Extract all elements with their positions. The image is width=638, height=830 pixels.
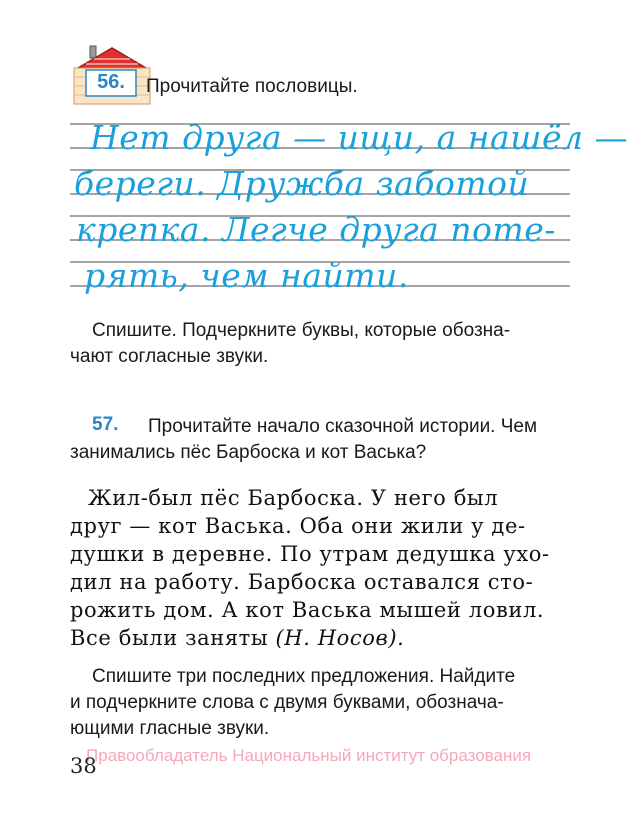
handwriting-line: береги. Дружба заботой xyxy=(74,164,530,203)
exercise-56-number: 56. xyxy=(97,71,125,93)
handwriting-line: Нет друга — ищи, а нашёл — xyxy=(90,118,628,157)
exercise-57-question: занимались пёс Барбоска и кот Васька? xyxy=(70,442,427,463)
exercise-56-instruction: Прочитайте пословицы. xyxy=(146,76,358,97)
exercise-56-badge xyxy=(72,44,152,106)
handwriting-line: крепка. Легче друга поте- xyxy=(76,210,556,249)
story-line: рожить дом. А кот Васька мышей ловил. xyxy=(70,598,545,622)
exercise-57-copy-instruction: Спишите три последних предложения. Найдите xyxy=(92,666,516,687)
story-line: Все были заняты xyxy=(70,626,269,650)
story-line: душки в деревне. По утрам дедушка ухо- xyxy=(70,542,550,566)
copyright-watermark: Правообладатель Национальный институт образования xyxy=(86,746,532,765)
story-author: (Н. Носов). xyxy=(275,626,405,650)
exercise-57-question: Прочитайте начало сказочной истории. Чем xyxy=(148,416,538,437)
handwriting-line: рять, чем найти. xyxy=(84,256,409,295)
exercise-57-number: 57. xyxy=(92,414,119,435)
exercise-57-copy-instruction: ющими гласные звуки. xyxy=(70,718,270,739)
story-line: Жил-был пёс Барбоска. У него был xyxy=(88,486,499,510)
story-line: дил на работу. Барбоска оставался сто- xyxy=(70,570,534,594)
handwriting-block xyxy=(70,118,628,304)
story-last-line xyxy=(70,624,404,652)
exercise-56-copy-instruction: Спишите. Подчеркните буквы, которые обозна- xyxy=(92,320,511,341)
story-line: друг — кот Васька. Оба они жили у де- xyxy=(70,514,526,538)
page-number: 38 xyxy=(70,754,97,778)
exercise-56-copy-instruction: чают согласные звуки. xyxy=(70,346,269,367)
exercise-57-copy-instruction: и подчеркните слова с двумя буквами, обознача- xyxy=(70,692,504,713)
